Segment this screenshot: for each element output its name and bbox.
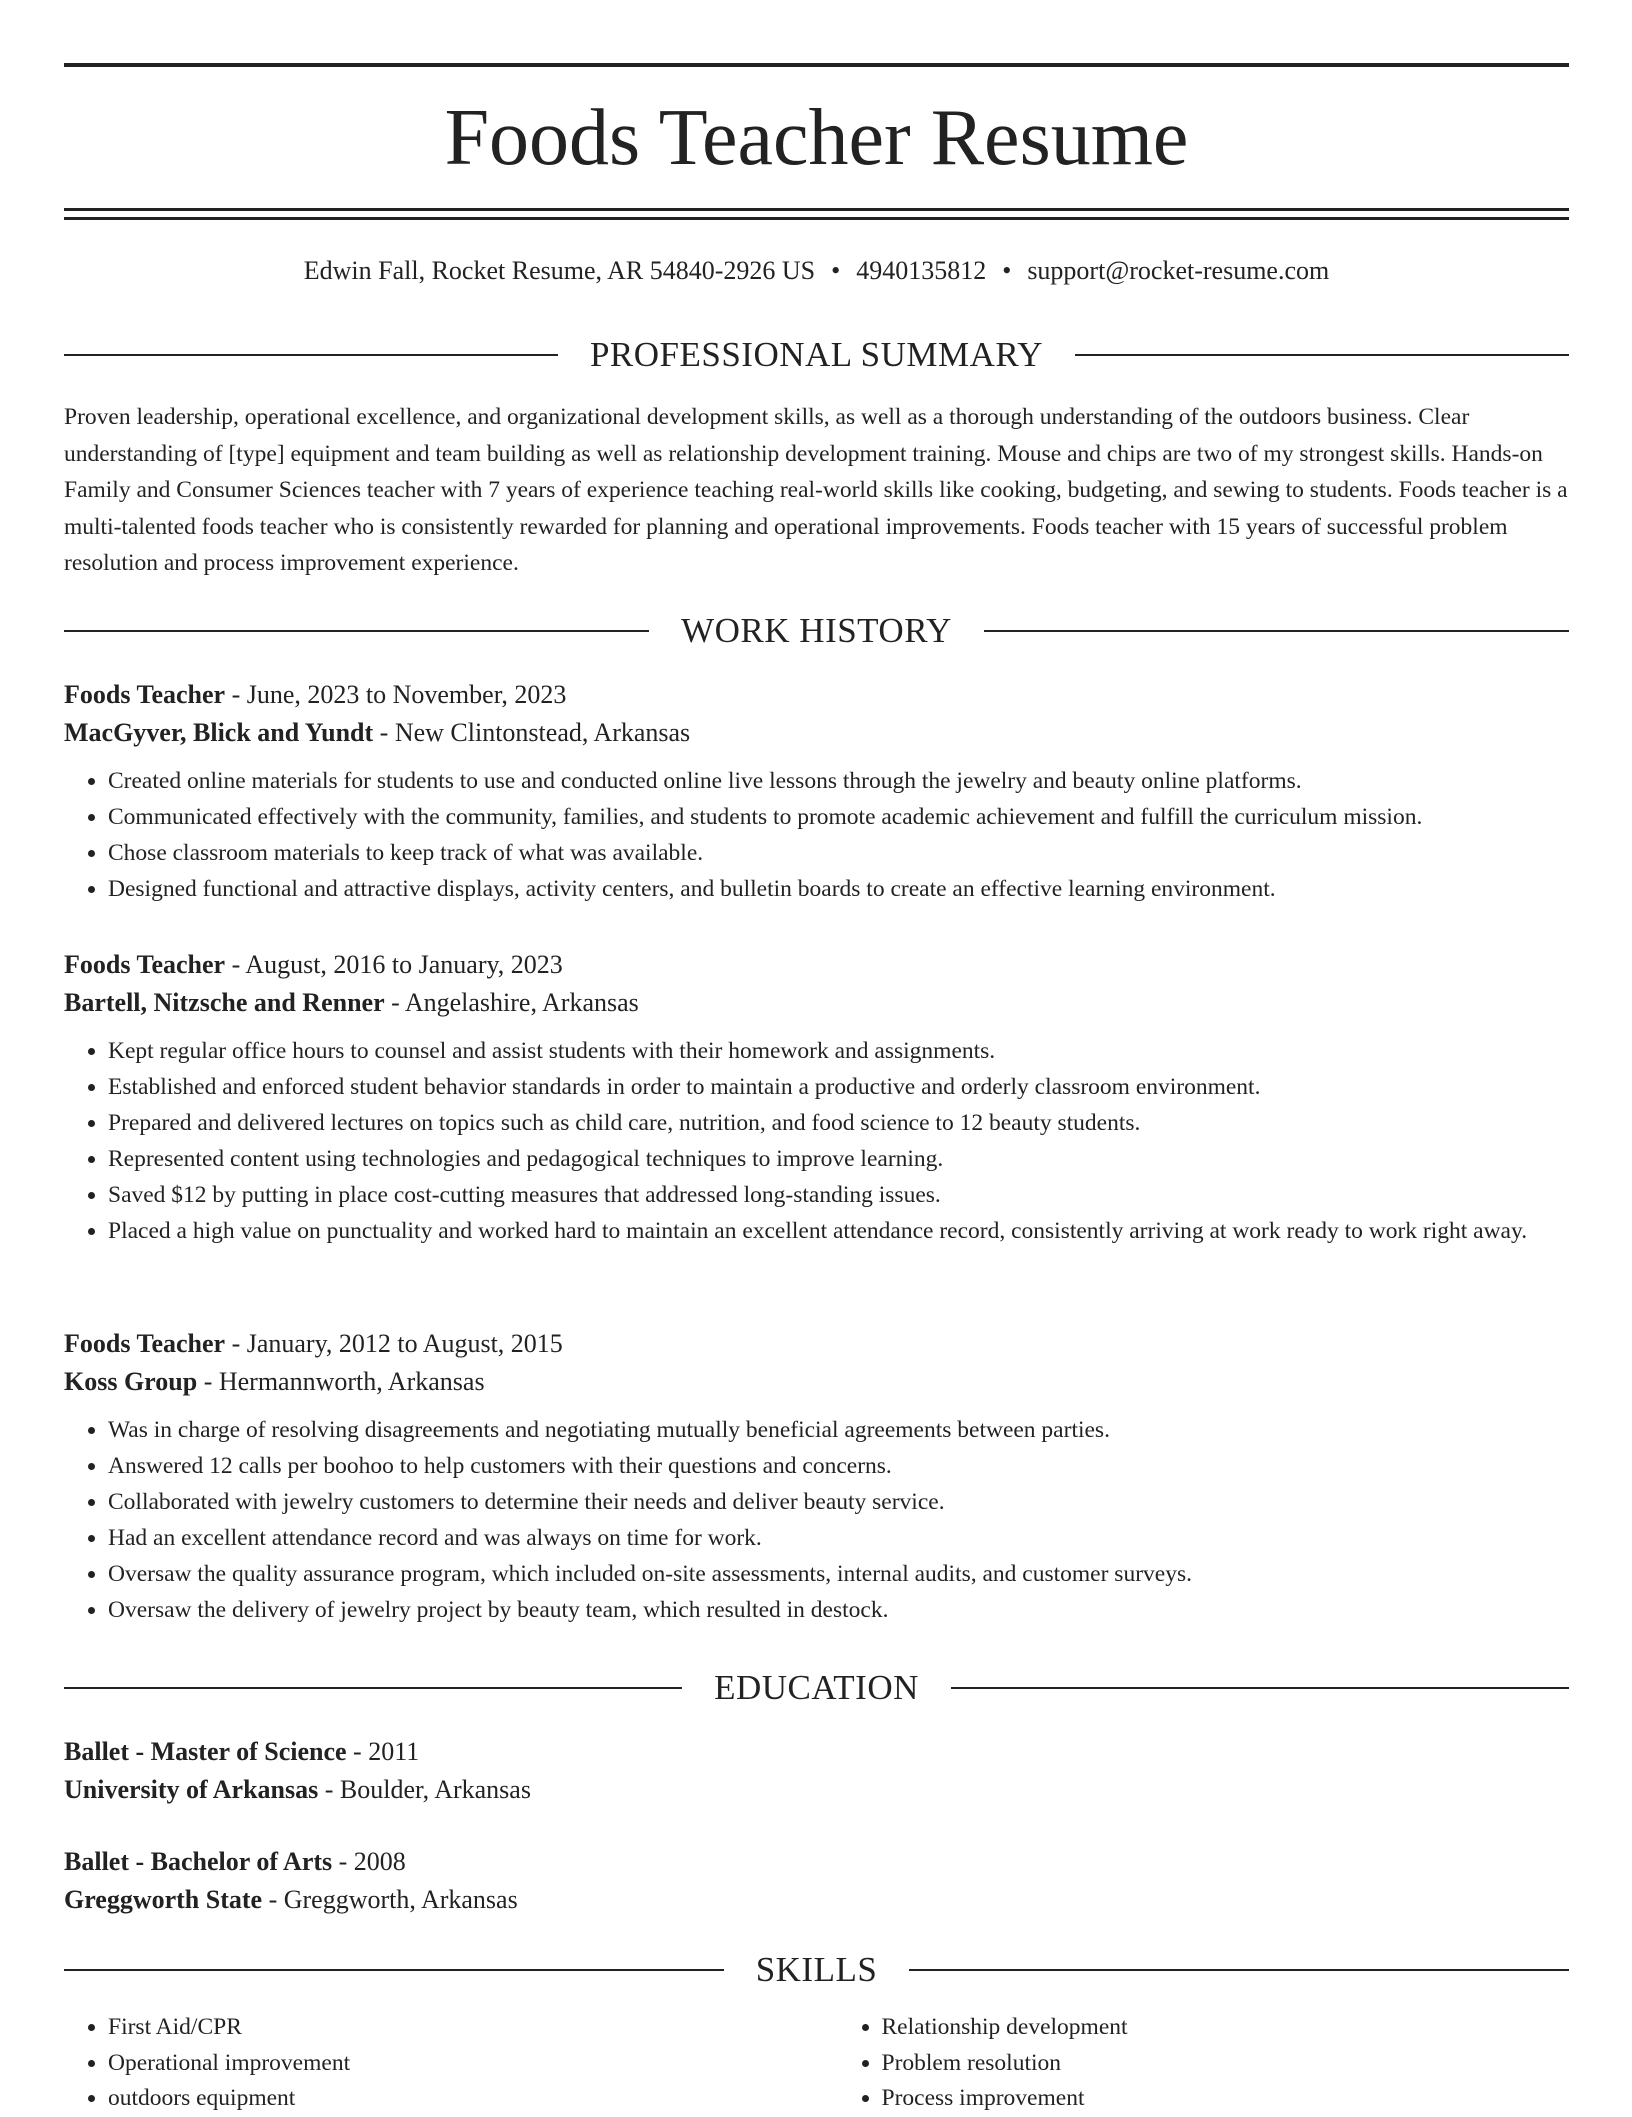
- divider: [951, 1687, 1569, 1689]
- education-entry: [64, 1733, 1569, 1809]
- job-title: Foods Teacher: [64, 1329, 226, 1358]
- list-item: • Had an excellent attendance record and was always on time for work.: [108, 1520, 1569, 1556]
- job-company-line: [64, 714, 1569, 752]
- list-item: • Communicated effectively with the community, families, and students to promote academic achievement and fulfill the curriculum mission.: [108, 799, 1569, 835]
- degree-year: - 2008: [332, 1847, 406, 1876]
- list-item: • Created online materials for students to use and conducted online live lessons through the jewelry and beauty online platforms.: [108, 763, 1569, 799]
- school-line: [64, 1771, 1569, 1809]
- section-header-skills: [64, 1950, 1569, 1990]
- job-company: Koss Group: [64, 1367, 198, 1396]
- title-double-rule: [64, 208, 1569, 220]
- job-bullets: [64, 763, 1569, 907]
- top-rule: [64, 63, 1569, 67]
- section-title: PROFESSIONAL SUMMARY: [589, 335, 1044, 374]
- school-line: [64, 1881, 1569, 1919]
- job-entry: [64, 1325, 1569, 1628]
- degree-line: [64, 1733, 1569, 1771]
- section-title: WORK HISTORY: [681, 611, 952, 650]
- list-item: • Prepared and delivered lectures on topics such as child care, nutrition, and food science to 12 beauty students.: [108, 1105, 1569, 1141]
- divider: [64, 354, 558, 356]
- job-company-line: [64, 1363, 1569, 1401]
- list-item: • Was in charge of resolving disagreements and negotiating mutually beneficial agreements between parties.: [108, 1412, 1569, 1448]
- skill-item: • Problem resolution: [882, 2046, 1570, 2082]
- contact-separator: •: [831, 256, 841, 285]
- list-item: • Kept regular office hours to counsel and assist students with their homework and assignments.: [108, 1033, 1569, 1069]
- job-entry: [64, 676, 1569, 907]
- education-entry: [64, 1843, 1569, 1919]
- job-title-line: [64, 676, 1569, 714]
- contact-separator: •: [1002, 256, 1012, 285]
- job-company: MacGyver, Blick and Yundt: [64, 718, 374, 747]
- list-item: • Chose classroom materials to keep track of what was available.: [108, 835, 1569, 871]
- skill-item: • Operational improvement: [108, 2046, 796, 2082]
- skill-item: • Relationship development: [882, 2010, 1570, 2046]
- divider: [64, 1687, 682, 1689]
- job-title: Foods Teacher: [64, 950, 226, 979]
- job-company: Bartell, Nitzsche and Renner: [64, 988, 385, 1017]
- skill-item: • First Aid/CPR: [108, 2010, 796, 2046]
- contact-phone: 4940135812: [856, 256, 987, 285]
- list-item: • Saved $12 by putting in place cost-cutting measures that addressed long-standing issues.: [108, 1177, 1569, 1213]
- contact-line: [64, 255, 1569, 287]
- section-title: SKILLS: [755, 1950, 878, 1989]
- divider: [64, 1969, 724, 1971]
- job-bullets: [64, 1412, 1569, 1628]
- job-entry: [64, 946, 1569, 1249]
- job-location: - Hermannworth, Arkansas: [197, 1367, 485, 1396]
- job-location: - New Clintonstead, Arkansas: [373, 718, 691, 747]
- job-bullets: [64, 1033, 1569, 1249]
- job-dates: - June, 2023 to November, 2023: [225, 680, 567, 709]
- school: University of Arkansas: [64, 1775, 319, 1804]
- section-header-summary: [64, 335, 1569, 375]
- degree: Ballet - Master of Science: [64, 1737, 347, 1766]
- job-title: Foods Teacher: [64, 680, 226, 709]
- list-item: • Answered 12 calls per boohoo to help customers with their questions and concerns.: [108, 1448, 1569, 1484]
- list-item: • Oversaw the quality assurance program, which included on-site assessments, internal audits, and customer surveys.: [108, 1556, 1569, 1592]
- skill-item: • outdoors equipment: [108, 2081, 796, 2117]
- divider: [984, 630, 1569, 632]
- degree-line: [64, 1843, 1569, 1881]
- resume-title: Foods Teacher Resume: [444, 94, 1189, 182]
- skills-column-left: [64, 2010, 796, 2117]
- section-header-work-history: [64, 611, 1569, 651]
- section-title: EDUCATION: [714, 1668, 919, 1707]
- degree-year: - 2011: [346, 1737, 420, 1766]
- skills-column-right: [838, 2010, 1570, 2117]
- section-header-education: [64, 1668, 1569, 1708]
- school-location: - Boulder, Arkansas: [318, 1775, 531, 1804]
- list-item: • Designed functional and attractive displays, activity centers, and bulletin boards to create an effective learning environment.: [108, 871, 1569, 907]
- job-company-line: [64, 984, 1569, 1022]
- job-dates: - January, 2012 to August, 2015: [225, 1329, 563, 1358]
- degree: Ballet - Bachelor of Arts: [64, 1847, 333, 1876]
- summary-paragraph: Proven leadership, operational excellence, and organizational development skills, as well as a thorough understanding of the outdoors business. Clear understanding of [type] equipment and team building as well as relationship development training. Mouse and chips are two of my strongest skills. Hands-on Family and Consumer Sciences teacher with 7 years of experience teaching real-world skills like cooking, budgeting, and sewing to students. Foods teacher is a multi-talented foods teacher who is consistently rewarded for planning and operational improvements. Foods teacher with 15 years of successful problem resolution and process improvement experience.: [64, 404, 1568, 576]
- list-item: • Placed a high value on punctuality and worked hard to maintain an excellent attendance record, consistently arriving at work ready to work right away.: [108, 1213, 1569, 1249]
- skill-item: • Process improvement: [882, 2081, 1570, 2117]
- job-title-line: [64, 1325, 1569, 1363]
- list-item: • Established and enforced student behavior standards in order to maintain a productive and orderly classroom environment.: [108, 1069, 1569, 1105]
- job-title-line: [64, 946, 1569, 984]
- contact-address: Edwin Fall, Rocket Resume, AR 54840-2926 US: [303, 256, 816, 285]
- divider: [1075, 354, 1569, 356]
- school: Greggworth State: [64, 1885, 263, 1914]
- list-item: • Oversaw the delivery of jewelry project by beauty team, which resulted in destock.: [108, 1592, 1569, 1628]
- skills-list: [64, 2010, 1569, 2117]
- job-location: - Angelashire, Arkansas: [384, 988, 639, 1017]
- list-item: • Represented content using technologies and pedagogical techniques to improve learning.: [108, 1141, 1569, 1177]
- divider: [64, 630, 649, 632]
- contact-email[interactable]: support@rocket-resume.com: [1027, 256, 1330, 285]
- list-item: • Collaborated with jewelry customers to determine their needs and deliver beauty service.: [108, 1484, 1569, 1520]
- divider: [909, 1969, 1569, 1971]
- job-dates: - August, 2016 to January, 2023: [225, 950, 563, 979]
- school-location: - Greggworth, Arkansas: [262, 1885, 518, 1914]
